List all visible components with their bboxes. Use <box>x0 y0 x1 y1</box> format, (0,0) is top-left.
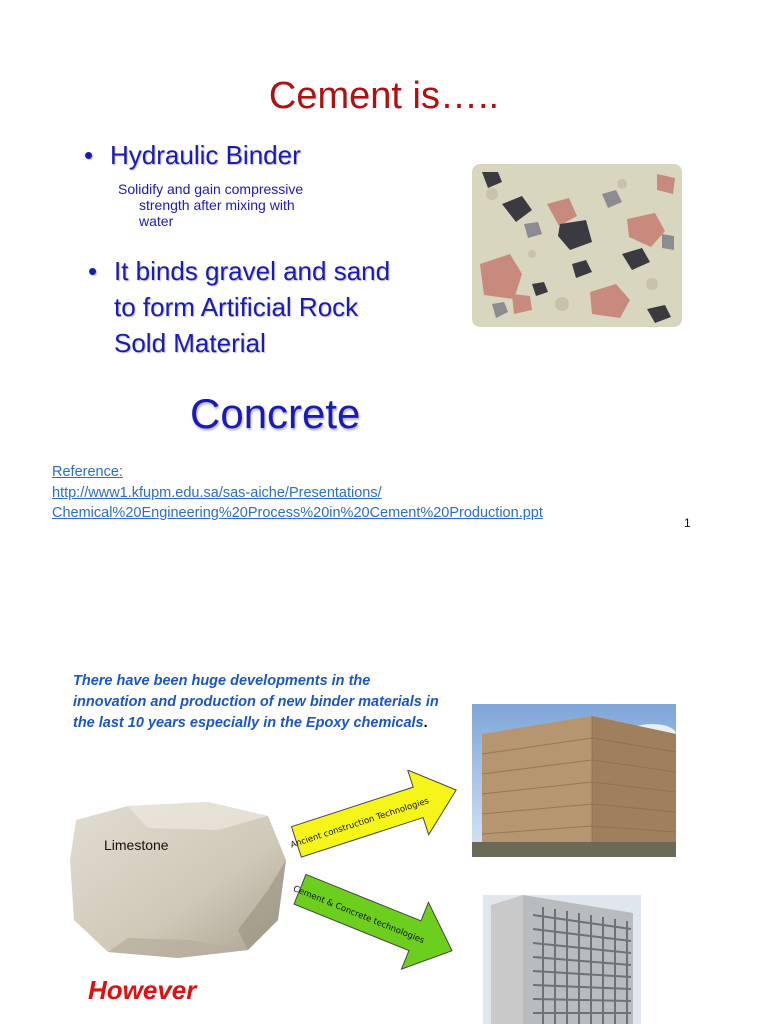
bullet-line: Sold Material <box>114 328 266 358</box>
ancient-technologies-arrow <box>288 770 464 860</box>
description-line: water <box>139 213 174 229</box>
description-line: strength after mixing with <box>139 197 295 213</box>
ancient-technologies-label: Ancient construction Technologies <box>289 796 431 851</box>
reference-block <box>52 462 543 524</box>
limestone-label: Limestone <box>104 837 169 853</box>
reference-link-line[interactable]: http://www1.kfupm.edu.sa/sas-aiche/Presentations/ <box>52 484 382 501</box>
bullet-hydraulic-binder <box>84 140 301 170</box>
cement-concrete-label: Cement & Concrete technologies <box>291 884 426 947</box>
bullet-dot: • <box>88 256 98 286</box>
developments-paragraph <box>73 671 445 734</box>
modern-building-photo <box>483 895 641 1024</box>
slide-title: Cement is….. <box>268 75 500 117</box>
paragraph-text: There have been huge developments in the innovation and production of new binder materials in the last 10 years especially in the Epoxy chemicals <box>73 673 439 731</box>
limestone-photo <box>68 800 290 960</box>
page-number: 1 <box>684 516 691 530</box>
bullet-dot: • <box>84 140 94 170</box>
bullet-line: It binds gravel and sand <box>114 256 391 286</box>
bullet-text: Hydraulic Binder <box>110 140 301 170</box>
reference-label[interactable]: Reference: <box>52 464 123 480</box>
however-text: However <box>88 975 197 1005</box>
bullet-binds-gravel <box>88 253 494 361</box>
bullet-line: to form Artificial Rock <box>114 292 359 322</box>
ancient-wall-photo <box>472 704 676 857</box>
concrete-heading: Concrete <box>190 390 361 437</box>
paragraph-period: . <box>423 715 428 731</box>
reference-link-line[interactable]: Chemical%20Engineering%20Process%20in%20Cement%20Production.ppt <box>52 505 543 521</box>
terrazzo-photo <box>472 164 682 327</box>
binder-description <box>118 181 368 229</box>
cement-concrete-arrow <box>290 870 462 970</box>
description-line: Solidify and gain compressive <box>118 181 304 197</box>
